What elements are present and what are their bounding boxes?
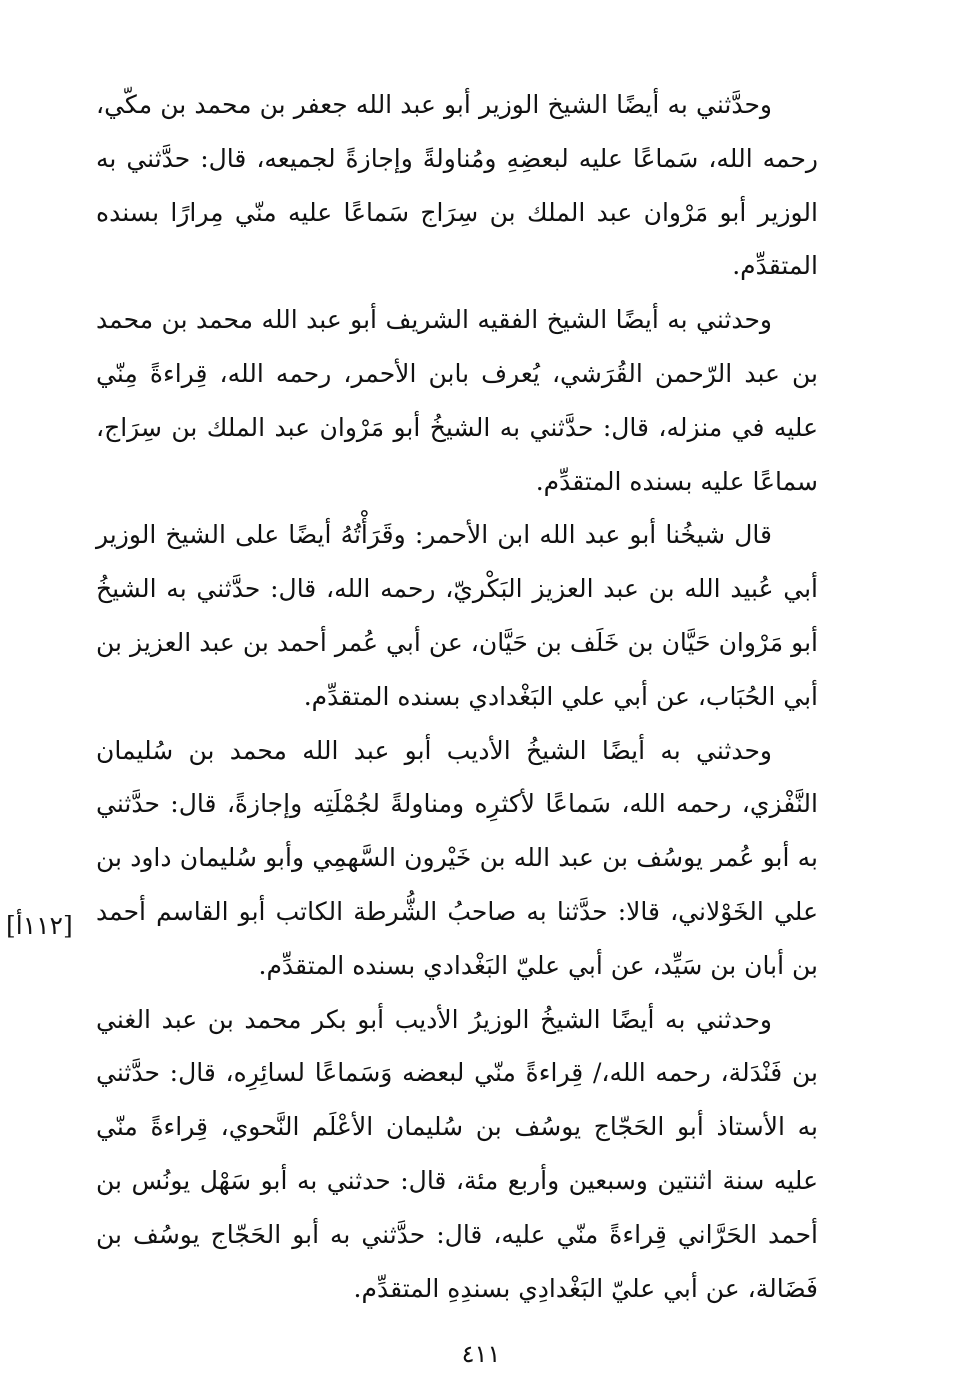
manuscript-folio-marker: [١١٢أ] <box>6 911 73 940</box>
paragraph-4: وحدثني به أيضًا الشيخُ الأديب أبو عبد الله محمد بن سُليمان النَّفْزي، رحمه الله، سَماعًا لأكثرِه ومناولةً لجُمْلَتِه وإجازةً، قال: حدَّثني به أبو عُمر يوسُف بن عبد الله بن خَيْرون السَّهمِي وأبو سُليمان داود بن علي الخَوْلاني، قالا: حدَّثنا به صاحبُ الشُّرطة الكاتب أبو القاسم أحمد بن أبان بن سَيِّد، عن أبي عليّ البَغْدادي بسنده المتقدِّم. <box>96 735 818 980</box>
main-text <box>96 78 818 1315</box>
paragraph-5: وحدثني به أيضًا الشيخُ الوزيرُ الأديب أبو بكر محمد بن عبد الغني بن فَنْدَلة، رحمه الله،/ قِراءةً منّي لبعضه وَسَماعًا لسائِرِه، قال: حدَّثني به الأستاذ أبو الحَجّاج يوسُف بن سُليمان الأعْلَم النَّحوي، قِراءةً منّي عليه سنة اثنتين وسبعين وأربع مئة، قال: حدثني به أبو سَهْل يونُس بن أحمد الحَرَّاني قِراءةً منّي عليه، قال: حدَّثني به أبو الحَجّاج يوسُف بن فَضَالة، عن أبي عليّ البَغْدادِي بسندِهِ المتقدِّم. <box>96 1004 818 1303</box>
page-number: ٤١١ <box>461 1340 501 1368</box>
paragraph-2: وحدثني به أيضًا الشيخ الفقيه الشريف أبو عبد الله محمد بن محمد بن عبد الرّحمن القُرَشي، يُعرف بابن الأحمر، رحمه الله، قِراءةً مِنّي عليه في منزله، قال: حدَّثني به الشيخُ أبو مَرْوان عبد الملك بن سِرَاج، سماعًا عليه بسنده المتقدِّم. <box>96 305 819 496</box>
paragraph-1: وحدَّثني به أيضًا الشيخ الوزير أبو عبد الله جعفر بن محمد بن مكّي، رحمه الله، سَماعًا عليه لبعضِهِ ومُناولةً وإجازةً لجميعه، قال: حدَّثني به الوزير أبو مَرْوان عبد الملك بن سِرَاج سَماعًا عليه منّي مِرارًا بسنده المتقدِّم. <box>96 90 818 281</box>
paragraph-3: قال شيخُنا أبو عبد الله ابن الأحمر: وقَرَأْتُهُ أيضًا على الشيخ الوزير أبي عُبيد الله بن عبد العزيز البَكْريّ، رحمه الله، قال: حدَّثني به الشيخُ أبو مَرْوان حَيَّان بن خَلَف بن حَيَّان، عن أبي عُمر أحمد بن عبد العزيز بن أبي الحُبَاب، عن أبي علي البَغْدادي بسنده المتقدِّم. <box>96 520 818 711</box>
